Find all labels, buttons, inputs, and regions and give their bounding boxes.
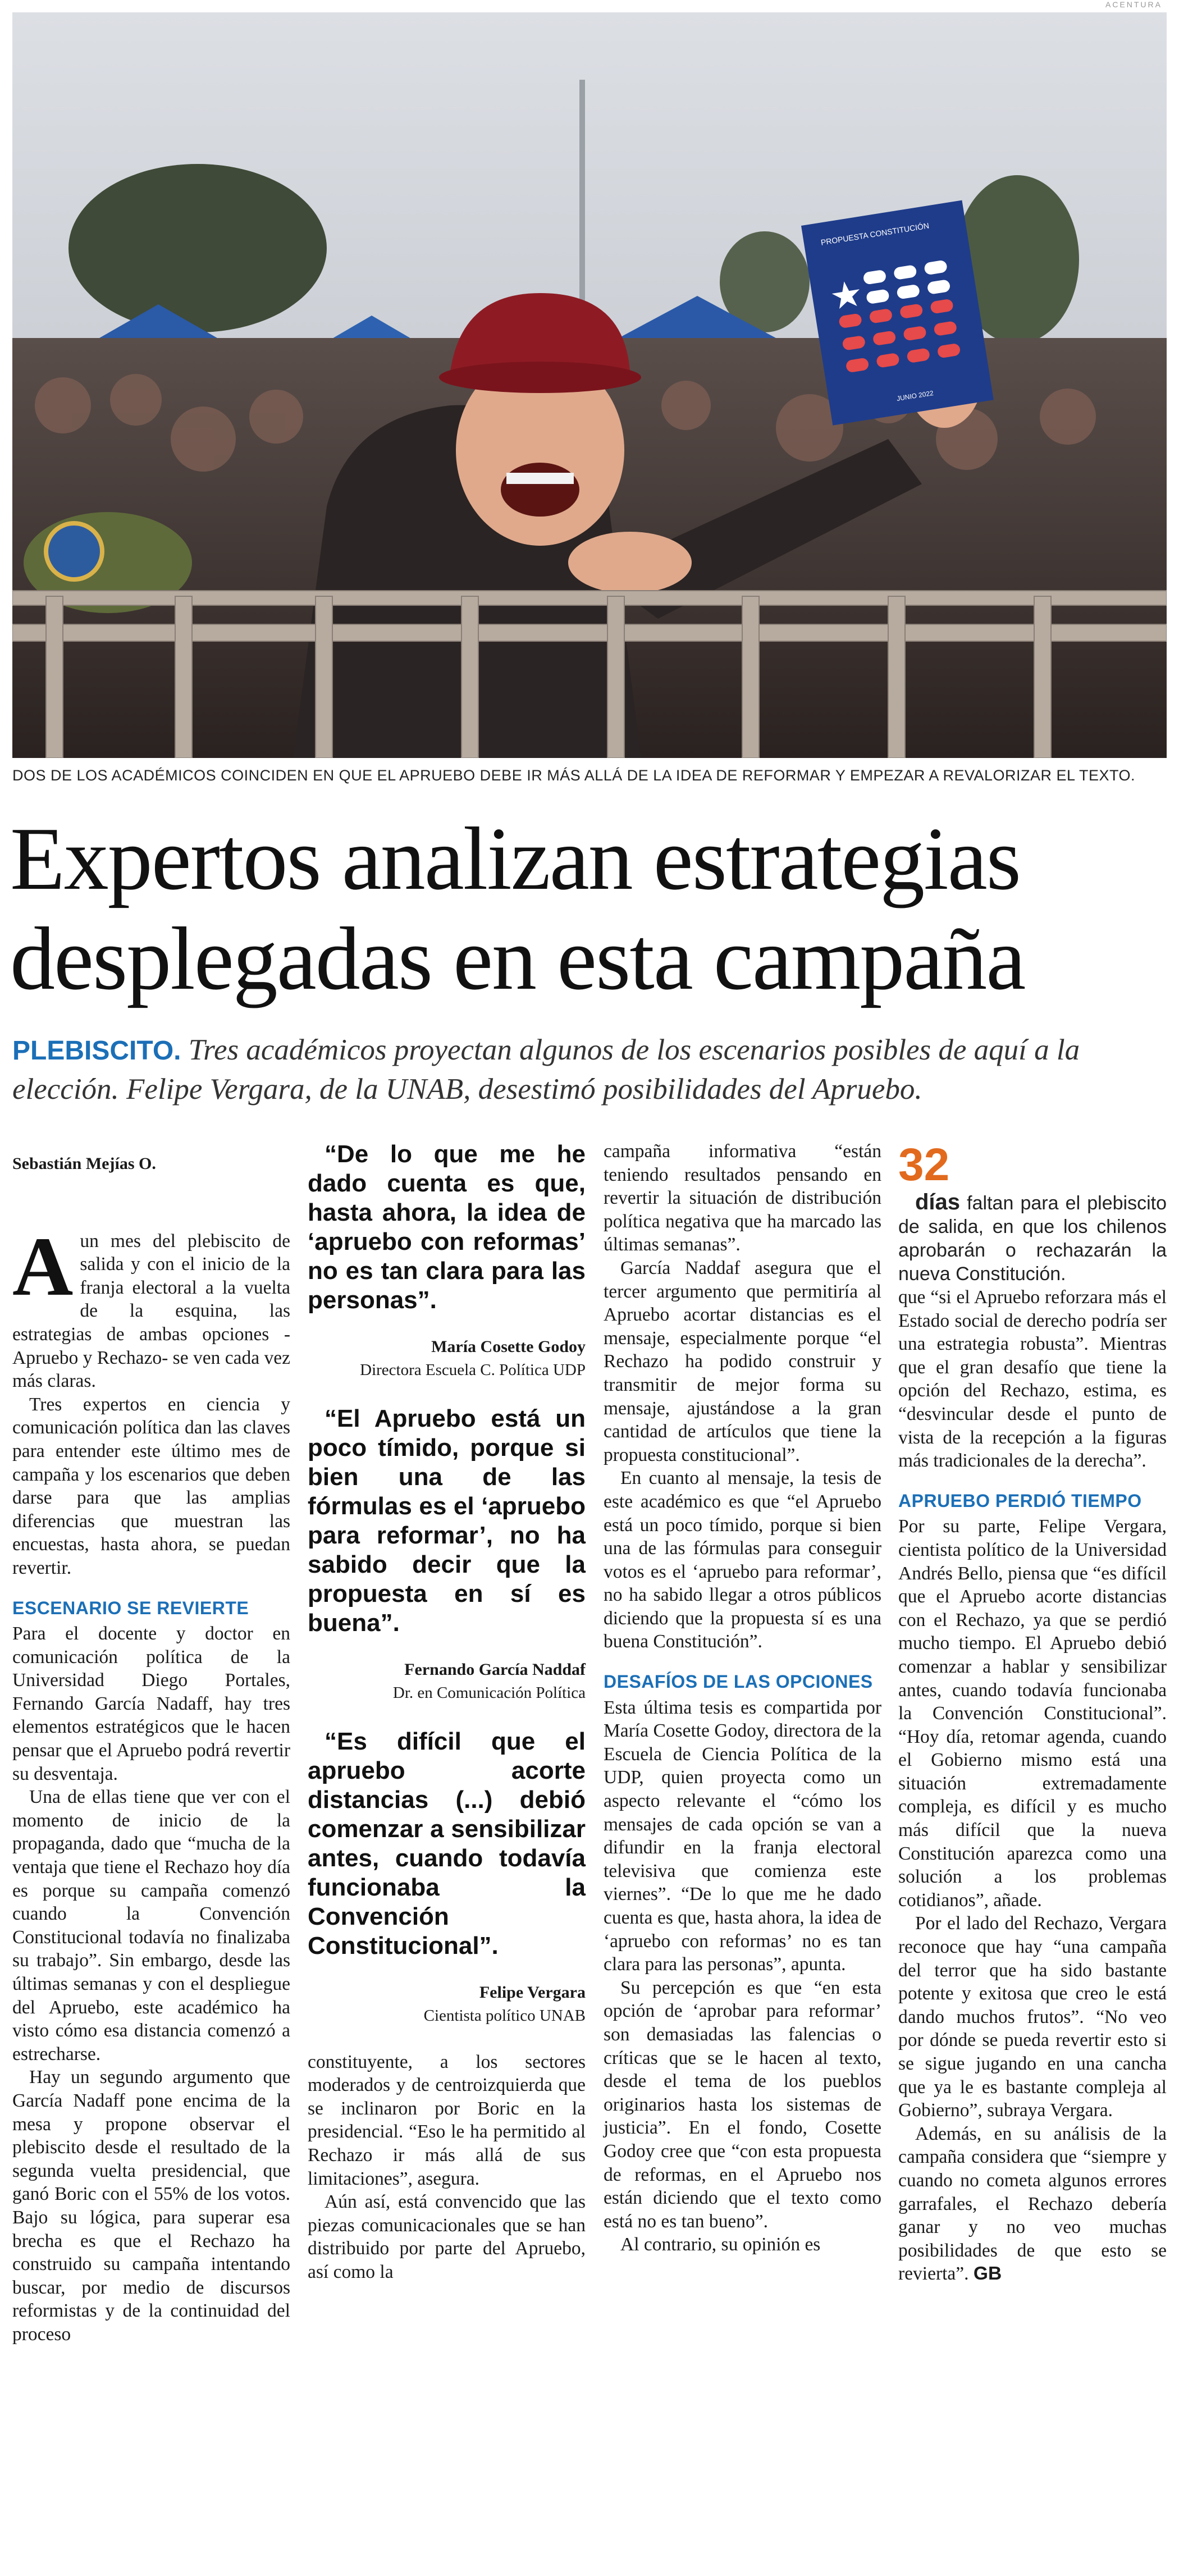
photo-caption: DOS DE LOS ACADÉMICOS COINCIDEN EN QUE EL APRUEBO DEBE IR MÁS ALLÁ DE LA IDEA DE REFORMAR Y EMPEZAR A REVALORIZAR EL TEXTO.	[12, 767, 1136, 784]
paragraph: García Naddaf asegura que el tercer argumento que permitiría al Apruebo acortar distancias es el mensaje, especialmente porque “el Rechazo ha podido construir y transmitir de mejor forma su mensaje, ajustándose a la gran cantidad de artículos que tiene la propuesta constitucional”.	[604, 1257, 881, 1465]
booklet-year: JUNIO 2022	[896, 389, 934, 403]
pull-quote-garcia: “El Apruebo está un poco tímido, porque si bien una de las fórmulas es el ‘apruebo para reformar’, no ha sabido decir que la propuesta en sí es buena”.	[308, 1405, 586, 1637]
quote-role: Directora Escuela C. Política UDP	[360, 1360, 586, 1379]
paragraph: Una de ellas tiene que ver con el momento de inicio de la propaganda, dado que “mucha de la ventaja que tiene el Rechazo hoy día es porque su campaña comenzó cuando la Convención Constitucional todavía no finalizaba su trabajo”. Sin embargo, desde las últimas semanas y con el despliegue del Apruebo, este académico ha visto cómo esa distancia comenzó a estrecharse.	[12, 1787, 290, 2065]
column-1	[12, 1140, 290, 2346]
column-2	[308, 1140, 586, 2284]
pull-quote-godoy: “De lo que me he dado cuenta es que, hasta ahora, la idea de ‘apruebo con reformas’ no es tan clara para las personas”.	[308, 1140, 586, 1314]
paragraph: Para el docente y doctor en comunicación política de la Universidad Diego Portales, Fernando García Nadaff, hay tres elementos estratégicos que le hacen pensar que el Apruebo podrá revertir su desventaja.	[12, 1623, 290, 1784]
stat-text	[898, 1190, 1167, 1286]
lead-text: un mes del plebiscito de salida y con el inicio de la franja electoral a la vuelta de la esquina, las estrategias de ambas opciones -Apruebo y Rechazo- se ven cada vez más claras.	[12, 1230, 290, 1392]
lead-photo	[12, 12, 1167, 758]
quote-author: Felipe Vergara	[479, 1983, 586, 2002]
paragraph	[898, 2122, 1167, 2286]
byline: Sebastián Mejías O.	[12, 1154, 156, 1173]
subheading-escenario: ESCENARIO SE REVIERTE	[12, 1597, 249, 1618]
headline-line-2: desplegadas en esta campaña	[10, 908, 1025, 1008]
paragraph: En cuanto al mensaje, la tesis de este académico es que “el Apruebo está un poco tímido, porque si bien una de las fórmulas para conseguir votos es el ‘apruebo para reformar’, no ha sabido llegar a otros públicos diciendo que la propuesta sí es una buena Constitución”.	[604, 1468, 881, 1652]
paragraph: Esta última tesis es compartida por María Cosette Godoy, directora de la Escuela de Ciencia Política de la UDP, quien proyecta como un aspecto relevante el “cómo los mensajes de cada opción se van a difundir en la franja electoral televisiva que comienza este viernes”. “De lo que me he dado cuenta es que, hasta ahora, la idea de ‘apruebo con reformas’ no es tan clara para las personas”, apunta.	[604, 1697, 881, 1975]
booklet-title: PROPUESTA CONSTITUCIÓN	[820, 221, 930, 247]
paragraph: Su percepción es que “en esta opción de ‘aprobar para reformar’ son demasiadas las falencias o críticas que se le hacen al texto, desde el tema de los pueblos originarios hasta los sistemas de justicia”. En el fondo, Cosette Godoy cree que “con esta propuesta de reformas, en el Apruebo nos están diciendo que el texto como está no es tan bueno”.	[604, 1977, 881, 2232]
column-4	[898, 1140, 1167, 2286]
final-text: Además, en su análisis de la campaña considera que “siempre y cuando no cometa algunos errores garrafales, el Rechazo debería ganar y no veo muchas posibilidades de que esto se revierta”.	[898, 2123, 1167, 2285]
top-strip	[0, 0, 1179, 12]
subheading-desafios: DESAFÍOS DE LAS OPCIONES	[604, 1671, 873, 1692]
quote-author: Fernando García Naddaf	[404, 1660, 586, 1679]
deck	[12, 1031, 1169, 1108]
paragraph: constituyente, a los sectores moderados y de centroizquierda que se inclinaron por Boric en la presidencial. “Eso le ha permitido al Rechazo ir más allá de sus limitaciones”, asegura.	[308, 2051, 586, 2189]
section-label: ACENTURA	[1105, 0, 1162, 9]
headline-line-1: Expertos analizan estrategias	[10, 809, 1020, 908]
quote-role: Dr. en Comunicación Política	[392, 1683, 586, 1702]
drop-cap: A	[12, 1220, 74, 1313]
end-mark: GB	[973, 2263, 1002, 2285]
subheading-apruebo: APRUEBO PERDIÓ TIEMPO	[898, 1490, 1142, 1511]
paragraph: Por el lado del Rechazo, Vergara reconoce que hay “una campaña del terror que ha sido bastante potente y exitosa que creo le está dando muchos frutos”. “No veo por dónde se pueda revertir esto si se sigue jugando en una cancha que ya le es bastante compleja al Gobierno”, subraya Vergara.	[898, 1913, 1167, 2121]
pull-quote-vergara: “Es difícil que el apruebo acorte distancias (...) debió comenzar a sensibilizar antes, cuando todavía funcionaba la Convención Constitucional”.	[308, 1728, 586, 1960]
paragraph: Al contrario, su opinión es	[620, 2234, 821, 2255]
quote-role: Cientista político UNAB	[423, 2006, 586, 2025]
lead-paragraph	[12, 1220, 290, 1393]
quote-author: María Cosette Godoy	[431, 1337, 586, 1356]
stat-number: 32	[898, 1139, 950, 1190]
stat-description: faltan para el plebiscito de salida, en que los chilenos aprobarán o rechazarán la nueva Constitución.	[898, 1193, 1167, 1285]
paragraph: Por su parte, Felipe Vergara, cientista político de la Universidad Andrés Bello, piensa que “es difícil que el Apruebo acorte distancias con el Rechazo, ya que se perdió mucho tiempo. El Apruebo debió comenzar a hablar y sensibilizar antes, cuando todavía funcionaba la Convención Constitucional”. “Hoy día, retomar agenda, cuando el Gobierno mismo está una situación extremadamente compleja, es difícil y es mucho más difícil que la nueva Constitución aparezca como una solución a los problemas cotidianos”, añade.	[898, 1516, 1167, 1911]
crowd-photo-illustration	[12, 12, 1167, 758]
deck-kicker: PLEBISCITO.	[12, 1036, 181, 1066]
paragraph: que “si el Apruebo reforzara más el Estado social de derecho podría ser una estrategia robusta”. Mientras que el gran desafío que tiene la opción del Rechazo, estima, es “desvincular desde el punto de vista de la recepción a la figuras más tradicionales de la derecha”.	[898, 1287, 1167, 1472]
paragraph: Aún así, está convencido que las piezas comunicacionales que se han distribuido por parte del Apruebo, así como la	[308, 2191, 586, 2282]
paragraph: Tres expertos en ciencia y comunicación política dan las claves para entender este último mes de campaña y los escenarios que deben darse para que las amplias diferencias que muestran las encuestas, hasta ahora, se puedan revertir.	[12, 1394, 290, 1578]
paragraph: campaña informativa “están teniendo resultados pensando en revertir la situación de distribución política negativa que ha marcado las últimas semanas”.	[604, 1141, 881, 1255]
headline	[10, 809, 1172, 1008]
column-3	[604, 1140, 881, 2257]
stat-word: días	[915, 1190, 961, 1214]
paragraph: Hay un segundo argumento que García Nadaff pone encima de la mesa y propone observar el plebiscito desde el resultado de la segunda vuelta presidencial, que ganó Boric con el 55% de los votos. Bajo su lógica, para superar esa brecha es que el Rechazo ha construido su campaña intentando buscar, por medio de discursos reformistas y de la continuidad del proceso	[12, 2067, 290, 2345]
deck-text: Tres académicos proyectan algunos de los escenarios posibles de aquí a la elección. Felipe Vergara, de la UNAB, desestimó posibilidades del Apruebo.	[12, 1034, 1080, 1106]
